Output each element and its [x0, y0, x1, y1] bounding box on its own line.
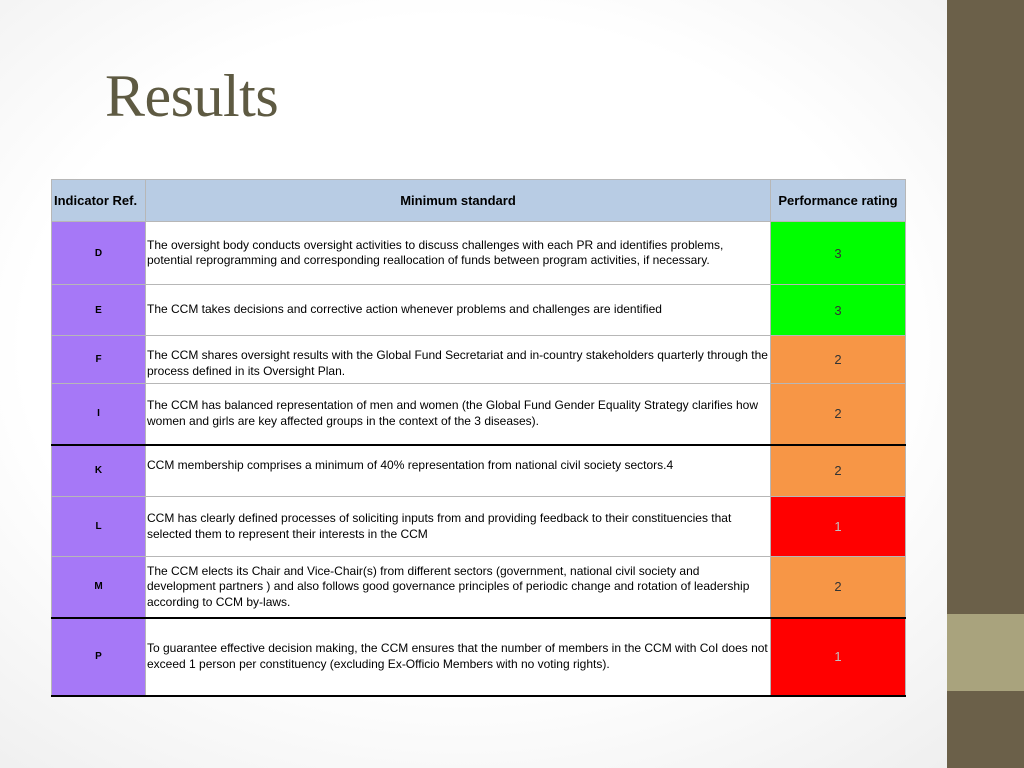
header-performance-rating: Performance rating [771, 180, 906, 222]
minimum-standard-cell: The oversight body conducts oversight activities to discuss challenges with each PR and identifies problems, potential reprogramming and corresponding reallocation of funds between program activities, if necessary. [146, 222, 771, 285]
table-row [52, 285, 906, 336]
results-table [51, 179, 906, 697]
minimum-standard-cell: To guarantee effective decision making, the CCM ensures that the number of members in the CCM with CoI does not exceed 1 person per constituency (excluding Ex-Officio Members with no voting rights). [146, 618, 771, 696]
minimum-standard-cell: The CCM has balanced representation of men and women (the Global Fund Gender Equality Strategy clarifies how women and girls are key affected groups in the context of the 3 diseases). [146, 384, 771, 445]
indicator-ref-cell: M [52, 557, 146, 618]
indicator-ref-cell: E [52, 285, 146, 336]
indicator-ref-cell: K [52, 445, 146, 497]
performance-rating-cell: 2 [771, 336, 906, 384]
indicator-ref-cell: I [52, 384, 146, 445]
table-row [52, 497, 906, 557]
minimum-standard-cell: The CCM shares oversight results with the Global Fund Secretariat and in-country stakeholders quarterly through the process defined in its Oversight Plan. [146, 336, 771, 384]
header-minimum-standard: Minimum standard [146, 180, 771, 222]
minimum-standard-cell: CCM membership comprises a minimum of 40% representation from national civil society sectors.4 [146, 445, 771, 497]
indicator-ref-cell: F [52, 336, 146, 384]
slide-title: Results [105, 63, 279, 129]
performance-rating-cell: 1 [771, 497, 906, 557]
indicator-ref-cell: L [52, 497, 146, 557]
indicator-ref-cell: P [52, 618, 146, 696]
minimum-standard-cell: CCM has clearly defined processes of soliciting inputs from and providing feedback to their constituencies that selected them to represent their interests in the CCM [146, 497, 771, 557]
performance-rating-cell: 1 [771, 618, 906, 696]
minimum-standard-cell: The CCM takes decisions and corrective action whenever problems and challenges are identified [146, 285, 771, 336]
minimum-standard-cell: The CCM elects its Chair and Vice-Chair(s) from different sectors (government, national civil society and development partners ) and also follows good governance principles of periodic change and rotation of leadership according to CCM by-laws. [146, 557, 771, 618]
performance-rating-cell: 3 [771, 285, 906, 336]
table-row [52, 618, 906, 696]
table-row [52, 222, 906, 285]
performance-rating-cell: 3 [771, 222, 906, 285]
table-header-row [52, 180, 906, 222]
table-row [52, 336, 906, 384]
performance-rating-cell: 2 [771, 557, 906, 618]
performance-rating-cell: 2 [771, 384, 906, 445]
header-indicator-ref: Indicator Ref. [52, 180, 146, 222]
indicator-ref-cell: D [52, 222, 146, 285]
slide-sidebar [947, 0, 1024, 768]
table-row [52, 384, 906, 445]
sidebar-accent-strip [947, 614, 1024, 691]
table-row [52, 445, 906, 497]
performance-rating-cell: 2 [771, 445, 906, 497]
table-row [52, 557, 906, 618]
